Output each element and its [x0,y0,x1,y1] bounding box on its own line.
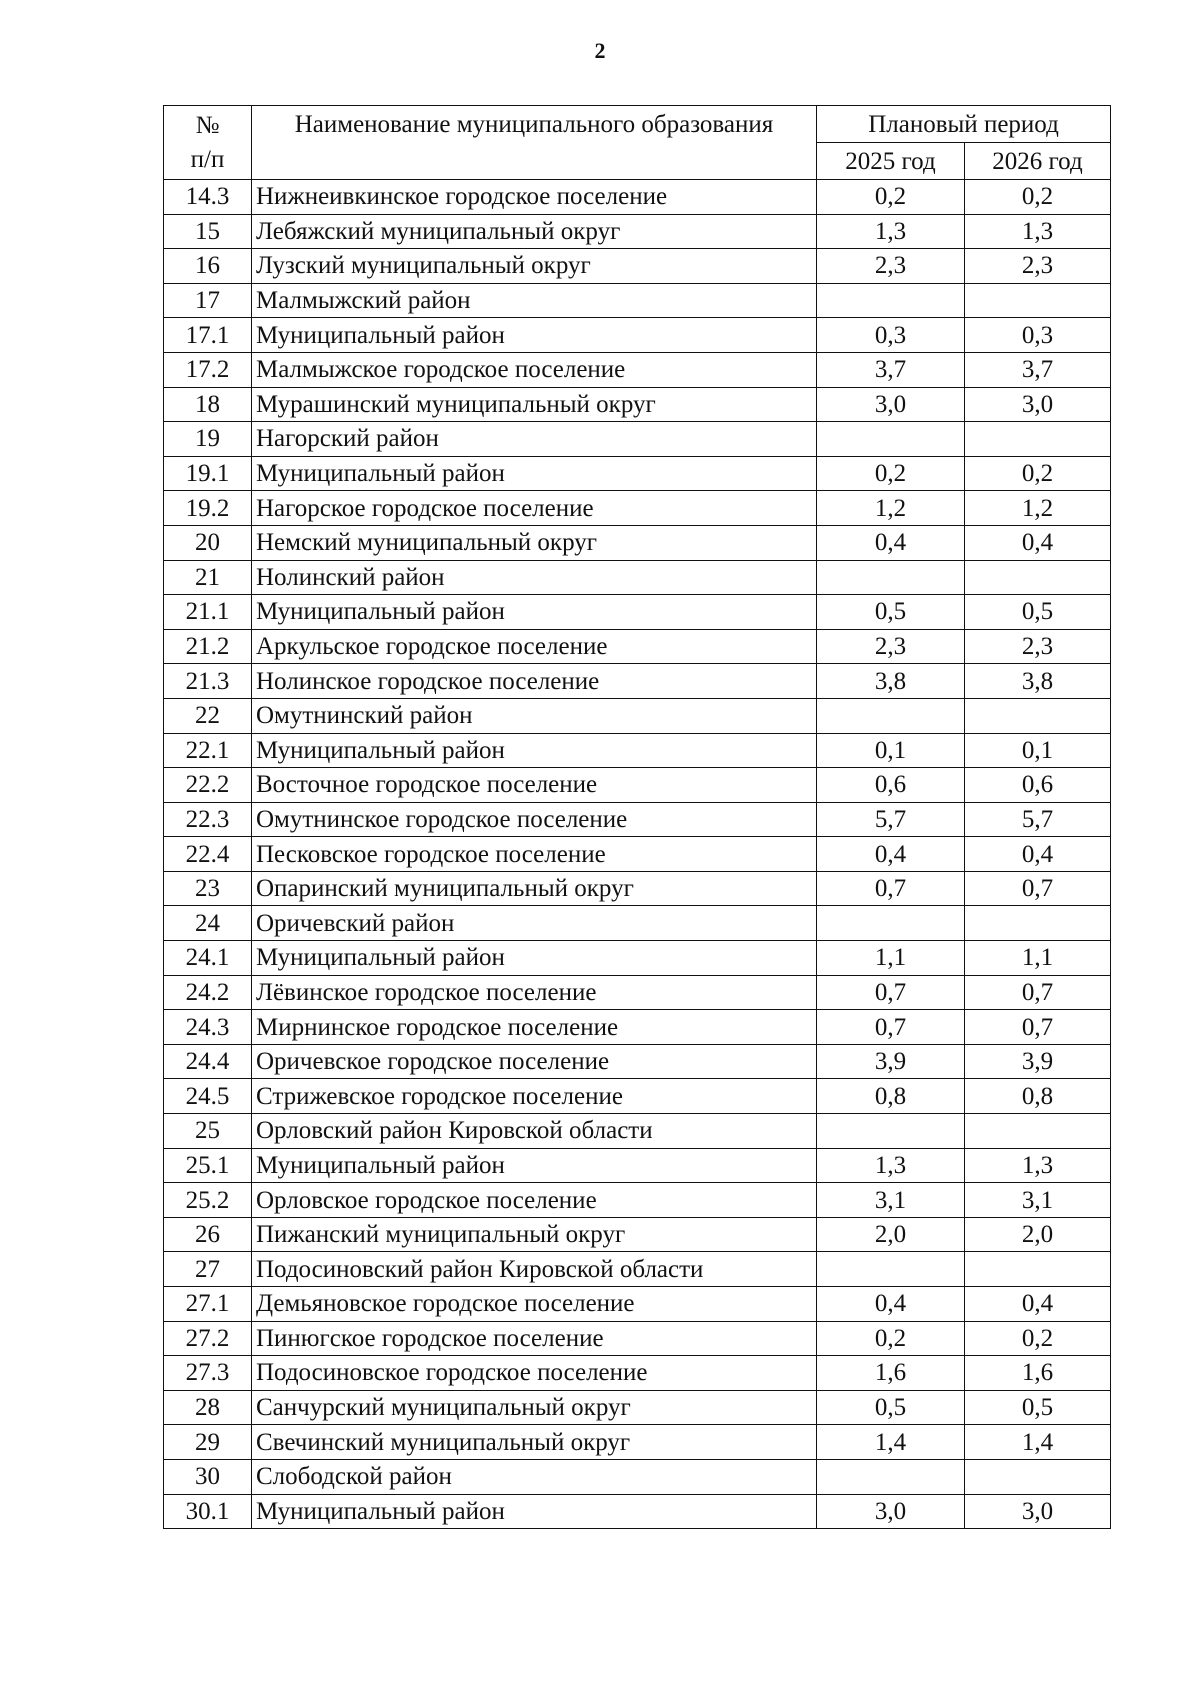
row-value-2025-cell: 0,4 [817,525,965,560]
table-row [164,283,1111,318]
table-body [164,180,1111,1529]
row-name-cell: Свечинский муниципальный округ [252,1425,817,1460]
row-name-cell: Демьяновское городское поселение [252,1287,817,1322]
row-number-cell: 24.1 [164,941,252,976]
row-name-cell: Малмыжский район [252,283,817,318]
row-value-2025-cell: 3,0 [817,387,965,422]
row-name-cell: Муниципальный район [252,941,817,976]
row-number-cell: 25.2 [164,1183,252,1218]
row-value-2026-cell: 0,8 [965,1079,1111,1114]
row-number-cell: 24.4 [164,1044,252,1079]
row-value-2026-cell: 0,2 [965,456,1111,491]
row-name-cell: Лебяжский муниципальный округ [252,214,817,249]
table-row [164,1148,1111,1183]
row-number-cell: 25.1 [164,1148,252,1183]
table-row [164,1287,1111,1322]
row-name-cell: Омутнинский район [252,698,817,733]
row-value-2025-cell: 0,7 [817,975,965,1010]
row-name-cell: Орловский район Кировской области [252,1114,817,1149]
row-value-2025-cell: 5,7 [817,802,965,837]
header-year-2025: 2025 год [817,143,965,180]
row-value-2025-cell: 3,7 [817,352,965,387]
row-name-cell: Муниципальный район [252,1148,817,1183]
row-value-2025-cell [817,1114,965,1149]
table-row [164,733,1111,768]
row-name-cell: Лёвинское городское поселение [252,975,817,1010]
table-row [164,1494,1111,1529]
row-name-cell: Пижанский муниципальный округ [252,1217,817,1252]
row-name-cell: Мирнинское городское поселение [252,1010,817,1045]
row-value-2026-cell: 0,2 [965,180,1111,215]
row-value-2025-cell [817,1252,965,1287]
row-number-cell: 30.1 [164,1494,252,1529]
row-number-cell: 22.2 [164,768,252,803]
row-name-cell: Омутнинское городское поселение [252,802,817,837]
row-value-2025-cell: 1,1 [817,941,965,976]
row-number-cell: 24 [164,906,252,941]
row-value-2026-cell: 0,5 [965,1390,1111,1425]
row-name-cell: Санчурский муниципальный округ [252,1390,817,1425]
table-row [164,318,1111,353]
table-row [164,871,1111,906]
row-value-2026-cell: 3,7 [965,352,1111,387]
row-value-2025-cell: 0,7 [817,1010,965,1045]
row-number-cell: 26 [164,1217,252,1252]
row-value-2025-cell: 0,8 [817,1079,965,1114]
row-value-2026-cell: 1,3 [965,1148,1111,1183]
table-row [164,1459,1111,1494]
row-value-2026-cell: 2,3 [965,249,1111,284]
table-header-row [164,106,1111,143]
row-value-2025-cell: 0,1 [817,733,965,768]
row-value-2026-cell: 3,1 [965,1183,1111,1218]
header-number-symbol: № [195,111,220,139]
table-row [164,1390,1111,1425]
table-row [164,802,1111,837]
row-value-2025-cell [817,906,965,941]
row-name-cell: Муниципальный район [252,318,817,353]
row-number-cell: 24.3 [164,1010,252,1045]
row-number-cell: 22.1 [164,733,252,768]
row-number-cell: 18 [164,387,252,422]
row-value-2025-cell: 0,5 [817,1390,965,1425]
row-value-2025-cell: 1,3 [817,1148,965,1183]
row-number-cell: 29 [164,1425,252,1460]
row-number-cell: 14.3 [164,180,252,215]
row-number-cell: 22.3 [164,802,252,837]
row-name-cell: Восточное городское поселение [252,768,817,803]
row-number-cell: 23 [164,871,252,906]
header-number-abbr: п/п [190,145,225,173]
row-value-2025-cell: 0,5 [817,595,965,630]
row-value-2026-cell: 0,3 [965,318,1111,353]
row-number-cell: 19 [164,422,252,457]
row-value-2025-cell: 3,8 [817,664,965,699]
row-value-2026-cell [965,1459,1111,1494]
table-row [164,1079,1111,1114]
row-name-cell: Опаринский муниципальный округ [252,871,817,906]
row-value-2025-cell [817,422,965,457]
row-name-cell: Нолинский район [252,560,817,595]
row-value-2026-cell: 1,4 [965,1425,1111,1460]
table-row [164,1010,1111,1045]
table-row [164,560,1111,595]
row-number-cell: 24.2 [164,975,252,1010]
table-row [164,422,1111,457]
row-value-2026-cell: 0,5 [965,595,1111,630]
row-number-cell: 21.1 [164,595,252,630]
table-row [164,1183,1111,1218]
row-value-2025-cell: 0,4 [817,837,965,872]
table-row [164,1217,1111,1252]
row-number-cell: 27 [164,1252,252,1287]
table-row [164,1356,1111,1391]
header-planning-period: Плановый период [817,106,1111,143]
row-number-cell: 17.2 [164,352,252,387]
row-value-2026-cell: 0,6 [965,768,1111,803]
row-value-2026-cell: 3,9 [965,1044,1111,1079]
row-value-2026-cell: 1,6 [965,1356,1111,1391]
row-number-cell: 21.2 [164,629,252,664]
row-value-2025-cell: 0,2 [817,180,965,215]
table-row [164,1321,1111,1356]
header-year-2026: 2026 год [965,143,1111,180]
row-value-2025-cell: 2,3 [817,629,965,664]
row-number-cell: 21 [164,560,252,595]
table-row [164,491,1111,526]
row-name-cell: Оричевское городское поселение [252,1044,817,1079]
row-value-2025-cell [817,560,965,595]
table-row [164,768,1111,803]
row-value-2026-cell: 0,7 [965,871,1111,906]
table-row [164,941,1111,976]
row-name-cell: Лузский муниципальный округ [252,249,817,284]
row-number-cell: 19.1 [164,456,252,491]
row-name-cell: Слободской район [252,1459,817,1494]
row-name-cell: Нолинское городское поселение [252,664,817,699]
row-value-2025-cell: 1,2 [817,491,965,526]
row-number-cell: 17.1 [164,318,252,353]
row-value-2025-cell: 0,2 [817,1321,965,1356]
row-value-2026-cell: 3,0 [965,1494,1111,1529]
row-name-cell: Аркульское городское поселение [252,629,817,664]
row-number-cell: 28 [164,1390,252,1425]
table-row [164,975,1111,1010]
table-row [164,906,1111,941]
row-number-cell: 27.1 [164,1287,252,1322]
row-value-2025-cell: 0,7 [817,871,965,906]
row-number-cell: 22.4 [164,837,252,872]
allocation-table [163,105,1111,1529]
row-name-cell: Муниципальный район [252,733,817,768]
row-number-cell: 30 [164,1459,252,1494]
header-name: Наименование муниципального образования [252,106,817,180]
row-value-2026-cell: 1,2 [965,491,1111,526]
row-number-cell: 15 [164,214,252,249]
table-row [164,525,1111,560]
table-row [164,387,1111,422]
row-name-cell: Немский муниципальный округ [252,525,817,560]
row-name-cell: Стрижевское городское поселение [252,1079,817,1114]
row-value-2025-cell: 2,3 [817,249,965,284]
table-row [164,214,1111,249]
row-value-2026-cell: 0,4 [965,525,1111,560]
row-name-cell: Малмыжское городское поселение [252,352,817,387]
row-name-cell: Подосиновский район Кировской области [252,1252,817,1287]
row-name-cell: Песковское городское поселение [252,837,817,872]
row-number-cell: 25 [164,1114,252,1149]
row-name-cell: Муниципальный район [252,595,817,630]
row-value-2025-cell: 0,3 [817,318,965,353]
row-number-cell: 21.3 [164,664,252,699]
table-row [164,837,1111,872]
row-name-cell: Муниципальный район [252,1494,817,1529]
row-name-cell: Пинюгское городское поселение [252,1321,817,1356]
row-number-cell: 22 [164,698,252,733]
table-row [164,180,1111,215]
row-number-cell: 20 [164,525,252,560]
row-value-2026-cell: 0,4 [965,1287,1111,1322]
row-value-2025-cell: 3,9 [817,1044,965,1079]
table-row [164,1252,1111,1287]
page-number: 2 [594,38,606,63]
row-value-2026-cell: 3,8 [965,664,1111,699]
table-row [164,1425,1111,1460]
row-value-2026-cell: 2,3 [965,629,1111,664]
row-value-2025-cell: 3,1 [817,1183,965,1218]
row-value-2025-cell: 0,4 [817,1287,965,1322]
row-value-2026-cell: 0,7 [965,1010,1111,1045]
row-value-2026-cell [965,1114,1111,1149]
row-value-2025-cell [817,1459,965,1494]
row-value-2026-cell: 0,2 [965,1321,1111,1356]
row-value-2026-cell: 1,1 [965,941,1111,976]
row-value-2025-cell: 1,3 [817,214,965,249]
row-name-cell: Мурашинский муниципальный округ [252,387,817,422]
row-value-2025-cell: 0,6 [817,768,965,803]
row-value-2026-cell: 0,7 [965,975,1111,1010]
row-value-2026-cell [965,698,1111,733]
row-name-cell: Нагорский район [252,422,817,457]
row-value-2025-cell: 3,0 [817,1494,965,1529]
table-row [164,352,1111,387]
row-value-2026-cell: 3,0 [965,387,1111,422]
row-value-2025-cell [817,283,965,318]
table-row [164,664,1111,699]
row-value-2026-cell: 5,7 [965,802,1111,837]
row-name-cell: Нагорское городское поселение [252,491,817,526]
row-value-2026-cell: 1,3 [965,214,1111,249]
row-number-cell: 27.3 [164,1356,252,1391]
row-value-2025-cell [817,698,965,733]
row-name-cell: Оричевский район [252,906,817,941]
row-name-cell: Нижнеивкинское городское поселение [252,180,817,215]
table-row [164,1114,1111,1149]
row-value-2026-cell [965,422,1111,457]
row-name-cell: Муниципальный район [252,456,817,491]
row-number-cell: 19.2 [164,491,252,526]
row-value-2026-cell [965,560,1111,595]
table-row [164,249,1111,284]
row-value-2025-cell: 2,0 [817,1217,965,1252]
row-value-2025-cell: 1,4 [817,1425,965,1460]
table-row [164,1044,1111,1079]
row-value-2026-cell: 2,0 [965,1217,1111,1252]
row-value-2026-cell: 0,4 [965,837,1111,872]
row-name-cell: Подосиновское городское поселение [252,1356,817,1391]
row-value-2026-cell [965,1252,1111,1287]
table-row [164,456,1111,491]
row-value-2026-cell [965,906,1111,941]
row-number-cell: 27.2 [164,1321,252,1356]
row-number-cell: 16 [164,249,252,284]
table-row [164,698,1111,733]
row-value-2026-cell: 0,1 [965,733,1111,768]
row-name-cell: Орловское городское поселение [252,1183,817,1218]
table-row [164,595,1111,630]
row-value-2026-cell [965,283,1111,318]
row-number-cell: 17 [164,283,252,318]
header-number [164,106,252,180]
row-value-2025-cell: 1,6 [817,1356,965,1391]
row-value-2025-cell: 0,2 [817,456,965,491]
table-row [164,629,1111,664]
row-number-cell: 24.5 [164,1079,252,1114]
